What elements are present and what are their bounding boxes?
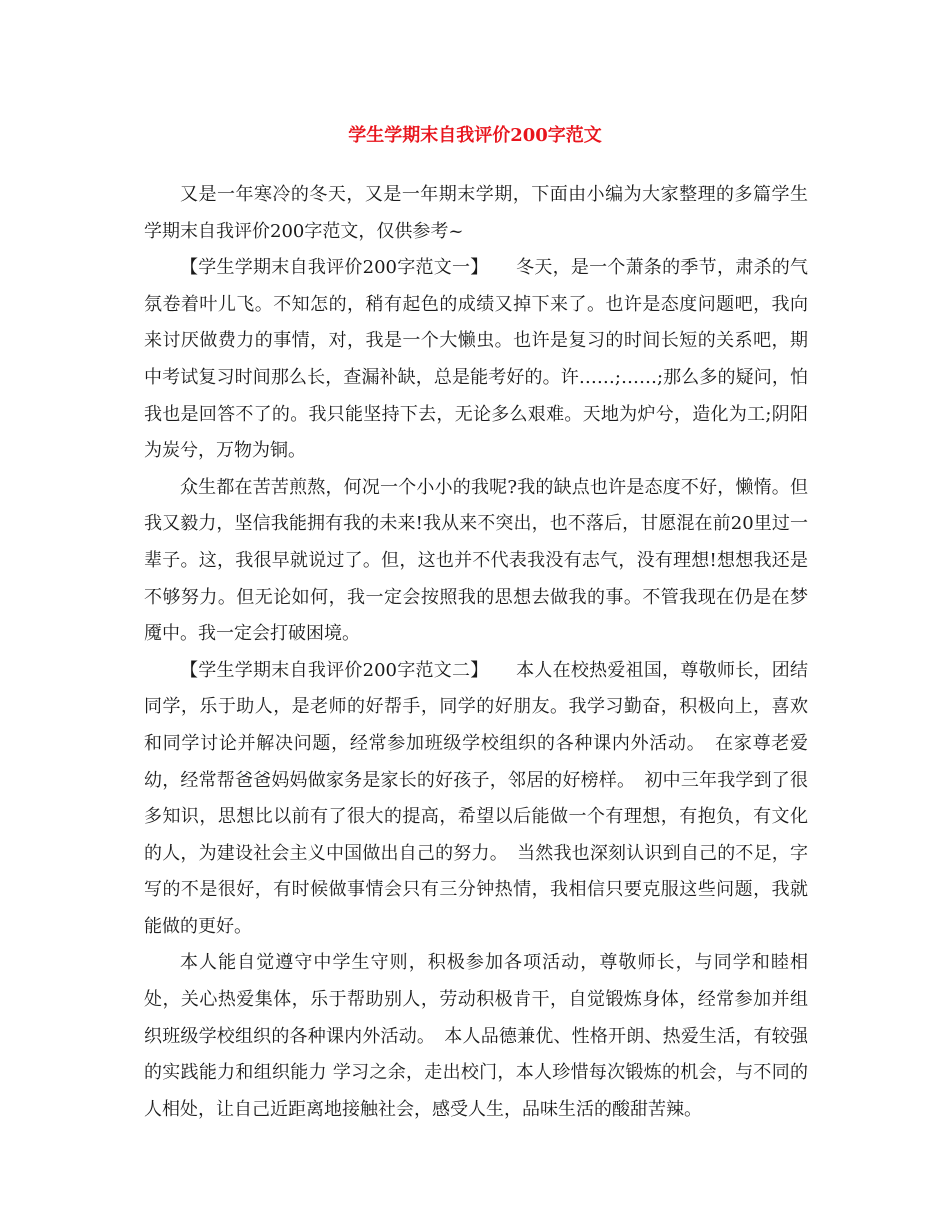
essay-two-paragraph-2: 本人能自觉遵守中学生守则，积极参加各项活动，尊敬师长，与同学和睦相处，关心热爱集体，乐于帮助别人，劳动积极肯干，自觉锻炼身体，经常参加并组织班级学校组织的各种课内外活动。 本人品德兼优、性格开朗、热爱生活，有较强的实践能力和组织能力 学习之余，走出校门，本人珍惜每次锻炼的机会，与不同的人相处，让自己近距离地接触社会，感受人生，品味生活的酸甜苦辣。 bbox=[144, 952, 808, 1120]
document-body bbox=[144, 177, 808, 1128]
essay-two-paragraph-1: 【学生学期末自我评价200字范文二】 本人在校热爱祖国，尊敬师长，团结同学，乐于助人，是老师的好帮手，同学的好朋友。我学习勤奋，积极向上，喜欢和同学讨论并解决问题，经常参加班级学校组织的各种课内外活动。 在家尊老爱幼，经常帮爸爸妈妈做家务是家长的好孩子，邻居的好榜样。 初中三年我学到了很多知识，思想比以前有了很大的提高，希望以后能做一个有理想，有抱负，有文化的人，为建设社会主义中国做出自己的努力。 当然我也深刻认识到自己的不足，字写的不是很好，有时候做事情会只有三分钟热情，我相信只要克服这些问题，我就能做的更好。 bbox=[144, 659, 808, 937]
intro-paragraph: 又是一年寒冷的冬天，又是一年期末学期，下面由小编为大家整理的多篇学生学期末自我评价200字范文，仅供参考~ bbox=[144, 184, 808, 242]
document-title: 学生学期末自我评价200字范文 bbox=[348, 125, 602, 146]
essay-one-paragraph-1: 【学生学期末自我评价200字范文一】 冬天，是一个萧条的季节，肃杀的气氛卷着叶儿飞。不知怎的，稍有起色的成绩又掉下来了。也许是态度问题吧，我向来讨厌做费力的事情，对，我是一个大懒虫。也许是复习的时间长短的关系吧，期中考试复习时间那么长，查漏补缺，总是能考好的。许……;……;那么多的疑问，怕我也是回答不了的。我只能坚持下去，无论多么艰难。天地为炉兮，造化为工;阴阳为炭兮，万物为铜。 bbox=[144, 257, 808, 462]
essay-one-paragraph-2: 众生都在苦苦煎熬，何况一个小小的我呢?我的缺点也许是态度不好，懒惰。但我又毅力，坚信我能拥有我的未来!我从来不突出，也不落后，甘愿混在前20里过一辈子。这，我很早就说过了。但，这也并不代表我没有志气，没有理想!想想我还是不够努力。但无论如何，我一定会按照我的思想去做我的事。不管我现在仍是在梦魇中。我一定会打破困境。 bbox=[144, 476, 808, 645]
